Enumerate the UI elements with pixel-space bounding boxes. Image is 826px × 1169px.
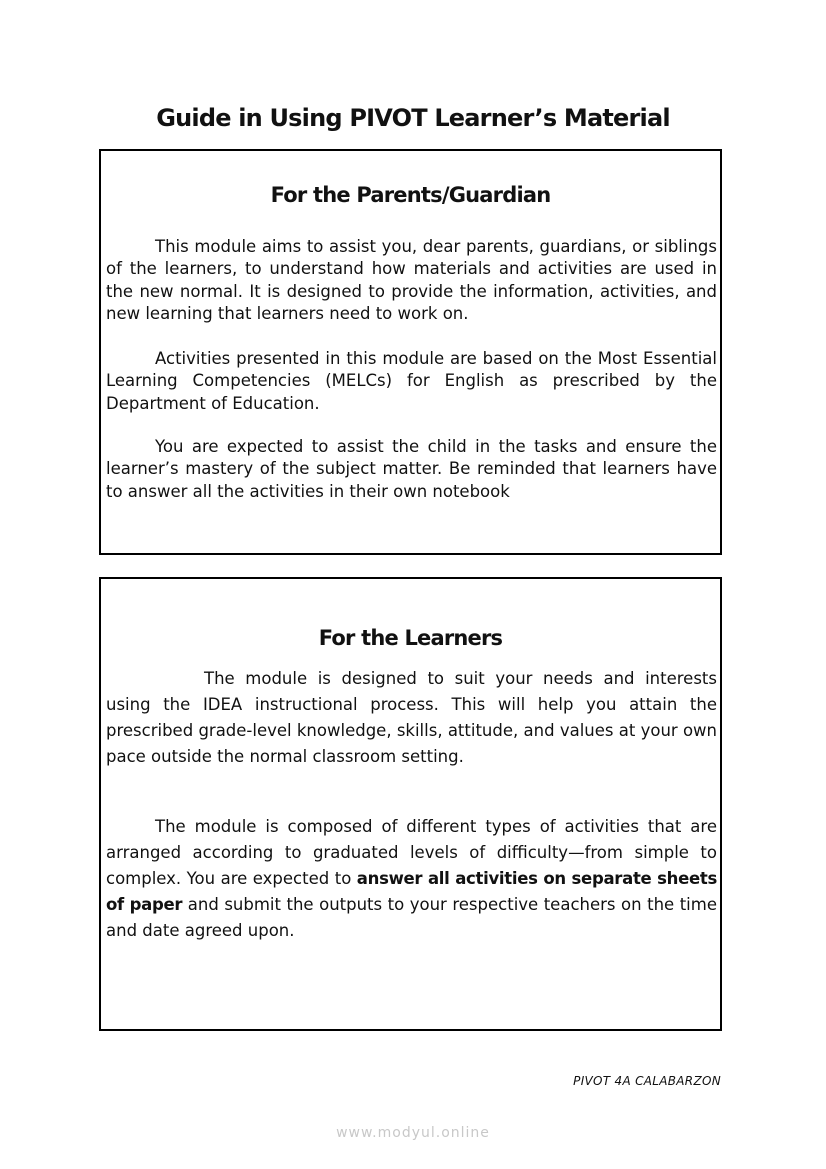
footer-label: PIVOT 4A CALABARZON [573,1074,721,1088]
parents-guardian-heading: For the Parents/Guardian [270,183,551,207]
parents-paragraph-2: Activities presented in this module are based on the Most Essential Learning Competencies (MELCs) for English as prescribed by the Department of Education. [106,349,717,413]
parents-paragraph-3: You are expected to assist the child in the tasks and ensure the learner’s mastery of the subject matter. Be reminded that learners have to answer all the activities in their own notebook [106,437,717,501]
learners-paragraph-2-text-start: The module is composed of different types of activities that are arranged according to graduated levels of difficulty—from simple to complex. You are expected to [106,817,717,888]
parents-paragraph-1: This module aims to assist you, dear parents, guardians, or siblings of the learners, to understand how materials and activities are used in the new normal. It is designed to provide the information, activities, and new learning that learners need to work on. [106,237,717,323]
learners-paragraph-2-emphasis: answer all activities on separate sheets of paper [106,869,717,914]
learners-box [99,577,722,1031]
learners-paragraph-1: The module is designed to suit your needs and interests using the IDEA instructional process. This will help you attain the prescribed grade-level knowledge, skills, attitude, and values at your own pace outside the normal classroom setting. [106,669,717,766]
learners-paragraph-2 [106,814,717,944]
parents-guardian-box [99,149,722,555]
learners-heading: For the Learners [318,626,503,650]
learners-paragraph-2-text-end: and submit the outputs to your respective teachers on the time and date agreed upon. [106,895,717,940]
page-title: Guide in Using PIVOT Learner’s Material [156,104,670,132]
watermark-text: www.modyul.online [336,1125,490,1141]
